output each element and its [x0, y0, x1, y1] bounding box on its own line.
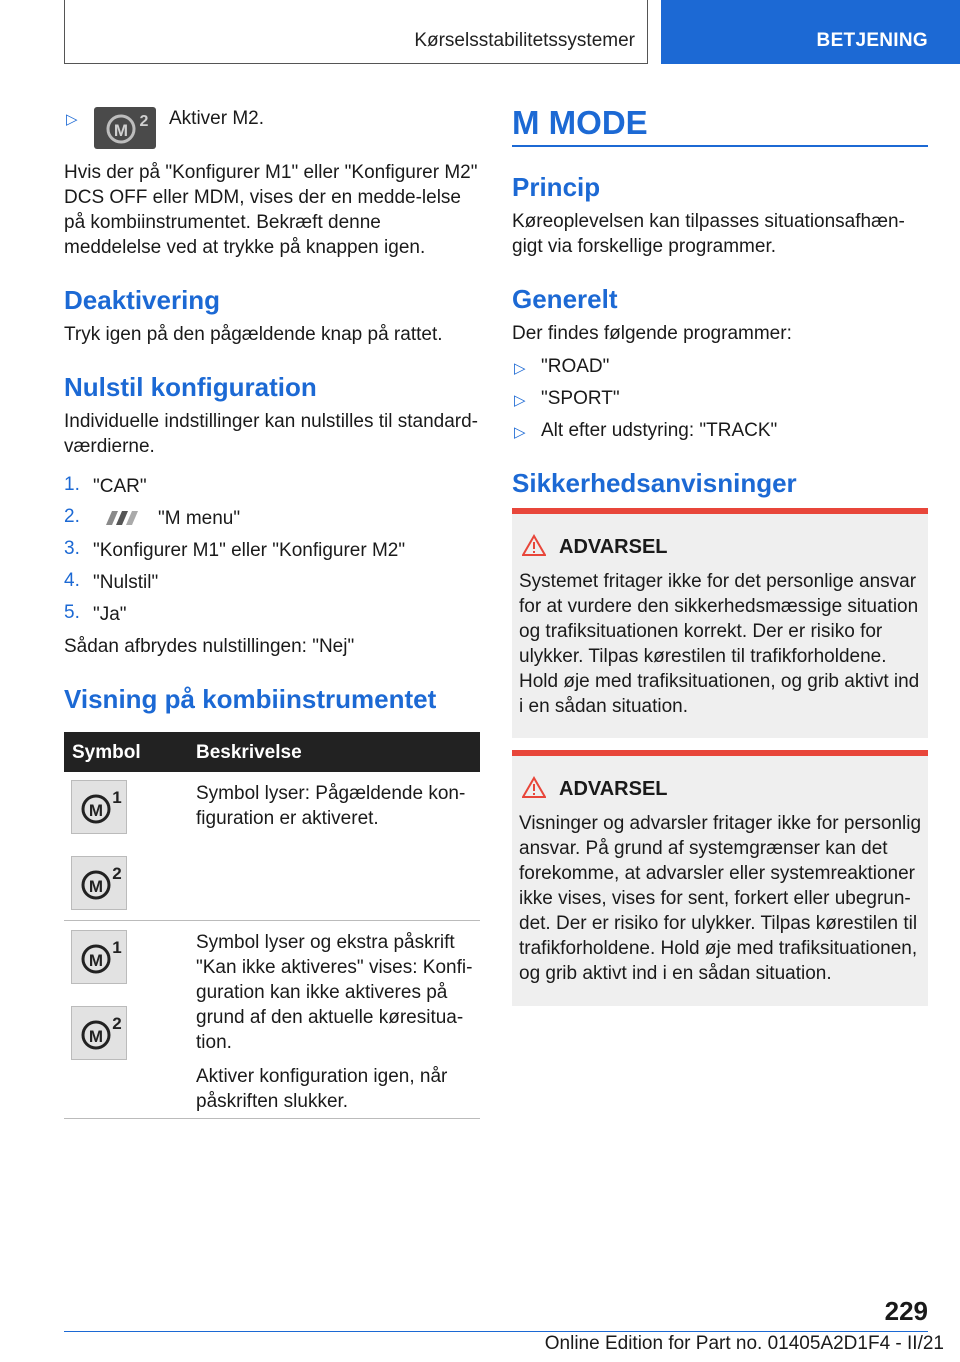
- svg-text:2: 2: [112, 864, 122, 883]
- step-number: 1.: [64, 474, 80, 495]
- step-text: "Konfigurer M1" eller "Konfigurer M2": [93, 540, 406, 561]
- step-text: "Nulstil": [93, 572, 159, 593]
- table-row-divider: [64, 1118, 480, 1119]
- step-text: "M menu": [158, 508, 241, 529]
- svg-text:M: M: [88, 1027, 104, 1046]
- step-number: 3.: [64, 538, 80, 559]
- edition-note: Online Edition for Part no. 01405A2D1F4 - II/21: [544, 1333, 944, 1354]
- heading-nulstil: Nulstil konfiguration: [64, 372, 317, 402]
- bullet-text: Aktiver M2.: [169, 108, 265, 129]
- step-text: "CAR": [93, 476, 147, 497]
- heading-visning: Visning på kombiinstrumentet: [64, 684, 437, 714]
- step-number: 2.: [64, 506, 80, 527]
- m-letter: M: [113, 121, 129, 140]
- table-cell-desc: Symbol lyser og ekstra påskrift "Kan ikke aktiveres" vises: Konfi-guration kan ikke aktiveres på grund af den aktuelle køresitua-tion.: [196, 932, 473, 1053]
- svg-text:2: 2: [112, 1014, 122, 1033]
- bullet-icon: ▷: [514, 424, 526, 441]
- step-text: "Ja": [93, 604, 127, 625]
- col-symbol: Symbol: [72, 742, 141, 763]
- step-number: 4.: [64, 570, 80, 591]
- m-digit: 2: [139, 113, 149, 130]
- warning-title: ADVARSEL: [559, 536, 668, 558]
- bullet-icon: ▷: [514, 360, 526, 377]
- program-item: Alt efter udstyring: "TRACK": [541, 420, 778, 441]
- heading-princip: Princip: [512, 172, 601, 202]
- footer-rule: [64, 1331, 928, 1332]
- heading-deaktivering: Deaktivering: [64, 285, 221, 315]
- bullet-icon: ▷: [66, 111, 78, 128]
- warning-bar: [512, 508, 928, 514]
- chapter-tab-label: BETJENING: [816, 30, 928, 51]
- warning-box: [512, 508, 928, 738]
- heading-generelt: Generelt: [512, 284, 618, 314]
- section-title: Kørselsstabilitetssystemer: [414, 30, 635, 51]
- m2-symbol-icon: [71, 856, 127, 910]
- table-header: [64, 732, 480, 772]
- svg-text:M: M: [88, 951, 104, 970]
- svg-text:1: 1: [112, 788, 122, 807]
- table-cell-desc: Aktiver konfiguration igen, når påskriften slukker.: [196, 1066, 448, 1112]
- warning-icon: [522, 776, 546, 803]
- table-cell-desc: Symbol lyser: Pågældende kon-figuration er aktiveret.: [196, 783, 466, 829]
- paragraph: Der findes følgende programmer:: [512, 323, 792, 344]
- warning-bar: [512, 750, 928, 756]
- m1-symbol-icon: [71, 780, 127, 834]
- m2-symbol-icon: [71, 1006, 127, 1060]
- col-beskrivelse: Beskrivelse: [196, 742, 302, 763]
- program-item: "ROAD": [541, 356, 610, 377]
- paragraph: Individuelle indstillinger kan nulstilles til standard-værdierne.: [64, 411, 478, 457]
- program-item: "SPORT": [541, 388, 620, 409]
- warning-icon: [522, 534, 546, 561]
- warning-text: Visninger og advarsler fritager ikke for personlig ansvar. På grund af systemgrænser kan det forekomme, at advarsler eller systemreaktioner ikke vises, vises for sent, forkert eller ubegrun-det. Der er risiko for ulykker. Tilpas kørestilen til trafikforholdene. Hold øje med trafiksituationen, og grib aktivt ind i en sådan situation.: [519, 813, 922, 984]
- svg-text:M: M: [88, 801, 104, 820]
- warning-title: ADVARSEL: [559, 778, 668, 800]
- warning-box: [512, 750, 928, 1006]
- title-underline: [512, 145, 928, 147]
- bullet-icon: ▷: [514, 392, 526, 409]
- page-number: 229: [884, 1296, 928, 1326]
- step-number: 5.: [64, 602, 80, 623]
- heading-sikkerhed: Sikkerhedsanvisninger: [512, 468, 797, 498]
- svg-text:M: M: [88, 877, 104, 896]
- paragraph: Hvis der på "Konfigurer M1" eller "Konfigurer M2" DCS OFF eller MDM, vises der en medde-lelse på kombiinstrumentet. Bekræft denne meddelelse ved at trykke på knappen igen.: [64, 162, 478, 258]
- m1-symbol-icon: [71, 930, 127, 984]
- warning-text: Systemet fritager ikke for det personlige ansvar for at vurdere den sikkerhedsmæssige situation og trafiksituationen korrekt. Der er risiko for ulykker. Tilpas kørestilen til trafikforholdene. Hold øje med trafiksituationen, og grib aktivt ind i en sådan situation.: [519, 571, 920, 717]
- table-row-divider: [64, 920, 480, 921]
- m2-button-icon: [94, 107, 156, 149]
- header-box: [64, 0, 648, 64]
- svg-text:1: 1: [112, 938, 122, 957]
- page-title: M MODE: [512, 104, 648, 141]
- paragraph: Køreoplevelsen kan tilpasses situationsafhæn-gigt via forskellige programmer.: [512, 211, 905, 257]
- paragraph: Tryk igen på den pågældende knap på rattet.: [64, 324, 443, 345]
- m-menu-icon: [100, 509, 148, 532]
- chapter-tab[interactable]: [661, 0, 960, 64]
- cancel-note: Sådan afbrydes nulstillingen: "Nej": [64, 636, 355, 657]
